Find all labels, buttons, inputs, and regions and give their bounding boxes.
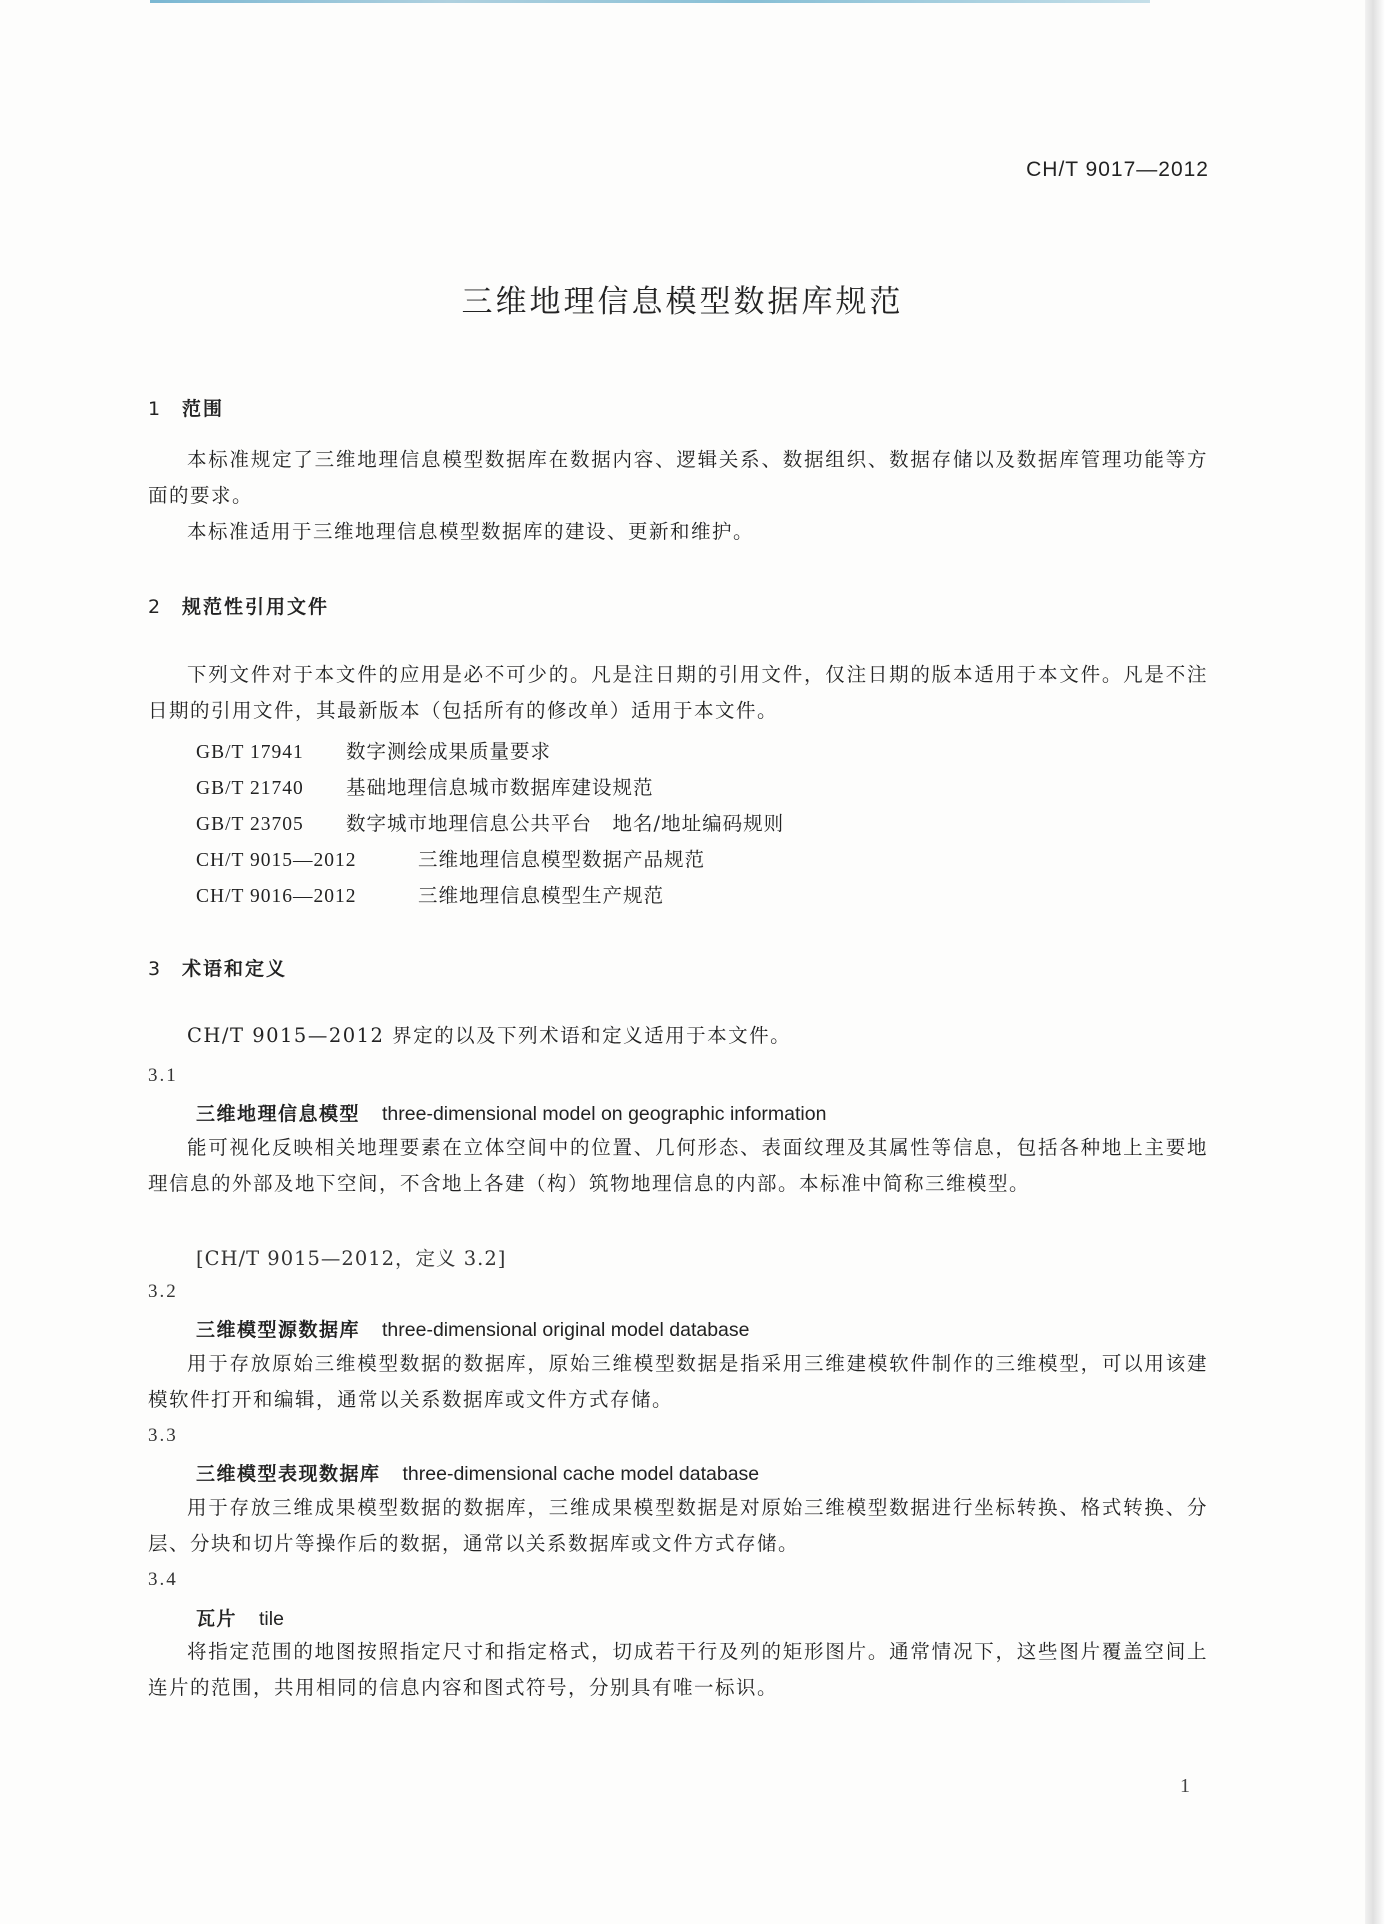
reference-item	[196, 808, 784, 836]
section-number: 1	[148, 398, 163, 420]
term-source: [CH/T 9015—2012，定义 3.2]	[196, 1247, 507, 1270]
term-en: tile	[259, 1608, 284, 1630]
reference-code: GB/T 23705	[196, 814, 304, 835]
reference-title: 数字测绘成果质量要求	[346, 740, 552, 763]
reference-code: CH/T 9016—2012	[196, 886, 357, 907]
clause-number: 3.4	[148, 1569, 178, 1590]
page-number: 1	[1180, 1775, 1190, 1797]
reference-code: GB/T 21740	[196, 778, 304, 799]
term-zh: 三维模型源数据库	[196, 1319, 361, 1341]
section-heading-3	[148, 954, 287, 981]
term-entry	[196, 1459, 759, 1486]
reference-code: CH/T 9015—2012	[196, 850, 357, 871]
document-title: 三维地理信息模型数据库规范	[461, 284, 904, 320]
term-en: three-dimensional model on geographic information	[382, 1103, 827, 1125]
reference-item	[196, 736, 551, 764]
term-zh: 三维模型表现数据库	[196, 1463, 381, 1485]
term-entry	[196, 1604, 284, 1631]
standard-code: CH/T 9017—2012	[1026, 158, 1209, 181]
reference-item	[196, 880, 664, 908]
section-heading-2	[148, 592, 329, 619]
term-entry	[196, 1315, 750, 1342]
clause-number: 3.2	[148, 1281, 178, 1302]
reference-item	[196, 844, 705, 872]
section-heading-1	[148, 394, 224, 421]
section-title: 术语和定义	[182, 958, 288, 980]
term-definition: 将指定范围的地图按照指定尺寸和指定格式，切成若干行及列的矩形图片。通常情况下，这些图片覆盖空间上连片的范围，共用相同的信息内容和图式符号，分别具有唯一标识。	[148, 1640, 1208, 1699]
clause-number: 3.3	[148, 1425, 178, 1446]
reference-title: 基础地理信息城市数据库建设规范	[346, 776, 654, 799]
reference-title: 三维地理信息模型生产规范	[418, 884, 665, 907]
section-title: 规范性引用文件	[182, 596, 330, 618]
paragraph: 下列文件对于本文件的应用是必不可少的。凡是注日期的引用文件，仅注日期的版本适用于本文件。凡是不注日期的引用文件，其最新版本（包括所有的修改单）适用于本文件。	[148, 663, 1208, 722]
scan-top-stripe	[150, 0, 1150, 3]
section-number: 3	[148, 958, 163, 980]
term-en: three-dimensional cache model database	[402, 1463, 760, 1485]
term-zh: 三维地理信息模型	[196, 1103, 361, 1125]
paragraph: 本标准适用于三维地理信息模型数据库的建设、更新和维护。	[187, 520, 755, 543]
reference-item	[196, 772, 654, 800]
term-definition: 用于存放三维成果模型数据的数据库，三维成果模型数据是对原始三维模型数据进行坐标转换、格式转换、分层、分块和切片等操作后的数据，通常以关系数据库或文件方式存储。	[148, 1496, 1208, 1555]
term-zh: 瓦片	[196, 1608, 238, 1630]
paragraph: 本标准规定了三维地理信息模型数据库在数据内容、逻辑关系、数据组织、数据存储以及数据库管理功能等方面的要求。	[148, 448, 1208, 507]
term-definition: 用于存放原始三维模型数据的数据库，原始三维模型数据是指采用三维建模软件制作的三维模型，可以用该建模软件打开和编辑，通常以关系数据库或文件方式存储。	[148, 1352, 1208, 1411]
section-title: 范围	[182, 398, 225, 420]
term-entry	[196, 1099, 826, 1126]
paragraph: CH/T 9015—2012 界定的以及下列术语和定义适用于本文件。	[187, 1024, 792, 1047]
reference-title: 三维地理信息模型数据产品规范	[418, 848, 706, 871]
term-definition: 能可视化反映相关地理要素在立体空间中的位置、几何形态、表面纹理及其属性等信息，包括各种地上主要地理信息的外部及地下空间，不含地上各建（构）筑物地理信息的内部。本标准中简称三维模型。	[148, 1136, 1208, 1195]
reference-code: GB/T 17941	[196, 742, 304, 763]
term-en: three-dimensional original model database	[382, 1319, 750, 1341]
clause-number: 3.1	[148, 1065, 178, 1086]
scan-right-edge	[1365, 0, 1385, 1924]
reference-title: 数字城市地理信息公共平台 地名/地址编码规则	[346, 812, 785, 835]
section-number: 2	[148, 596, 163, 618]
